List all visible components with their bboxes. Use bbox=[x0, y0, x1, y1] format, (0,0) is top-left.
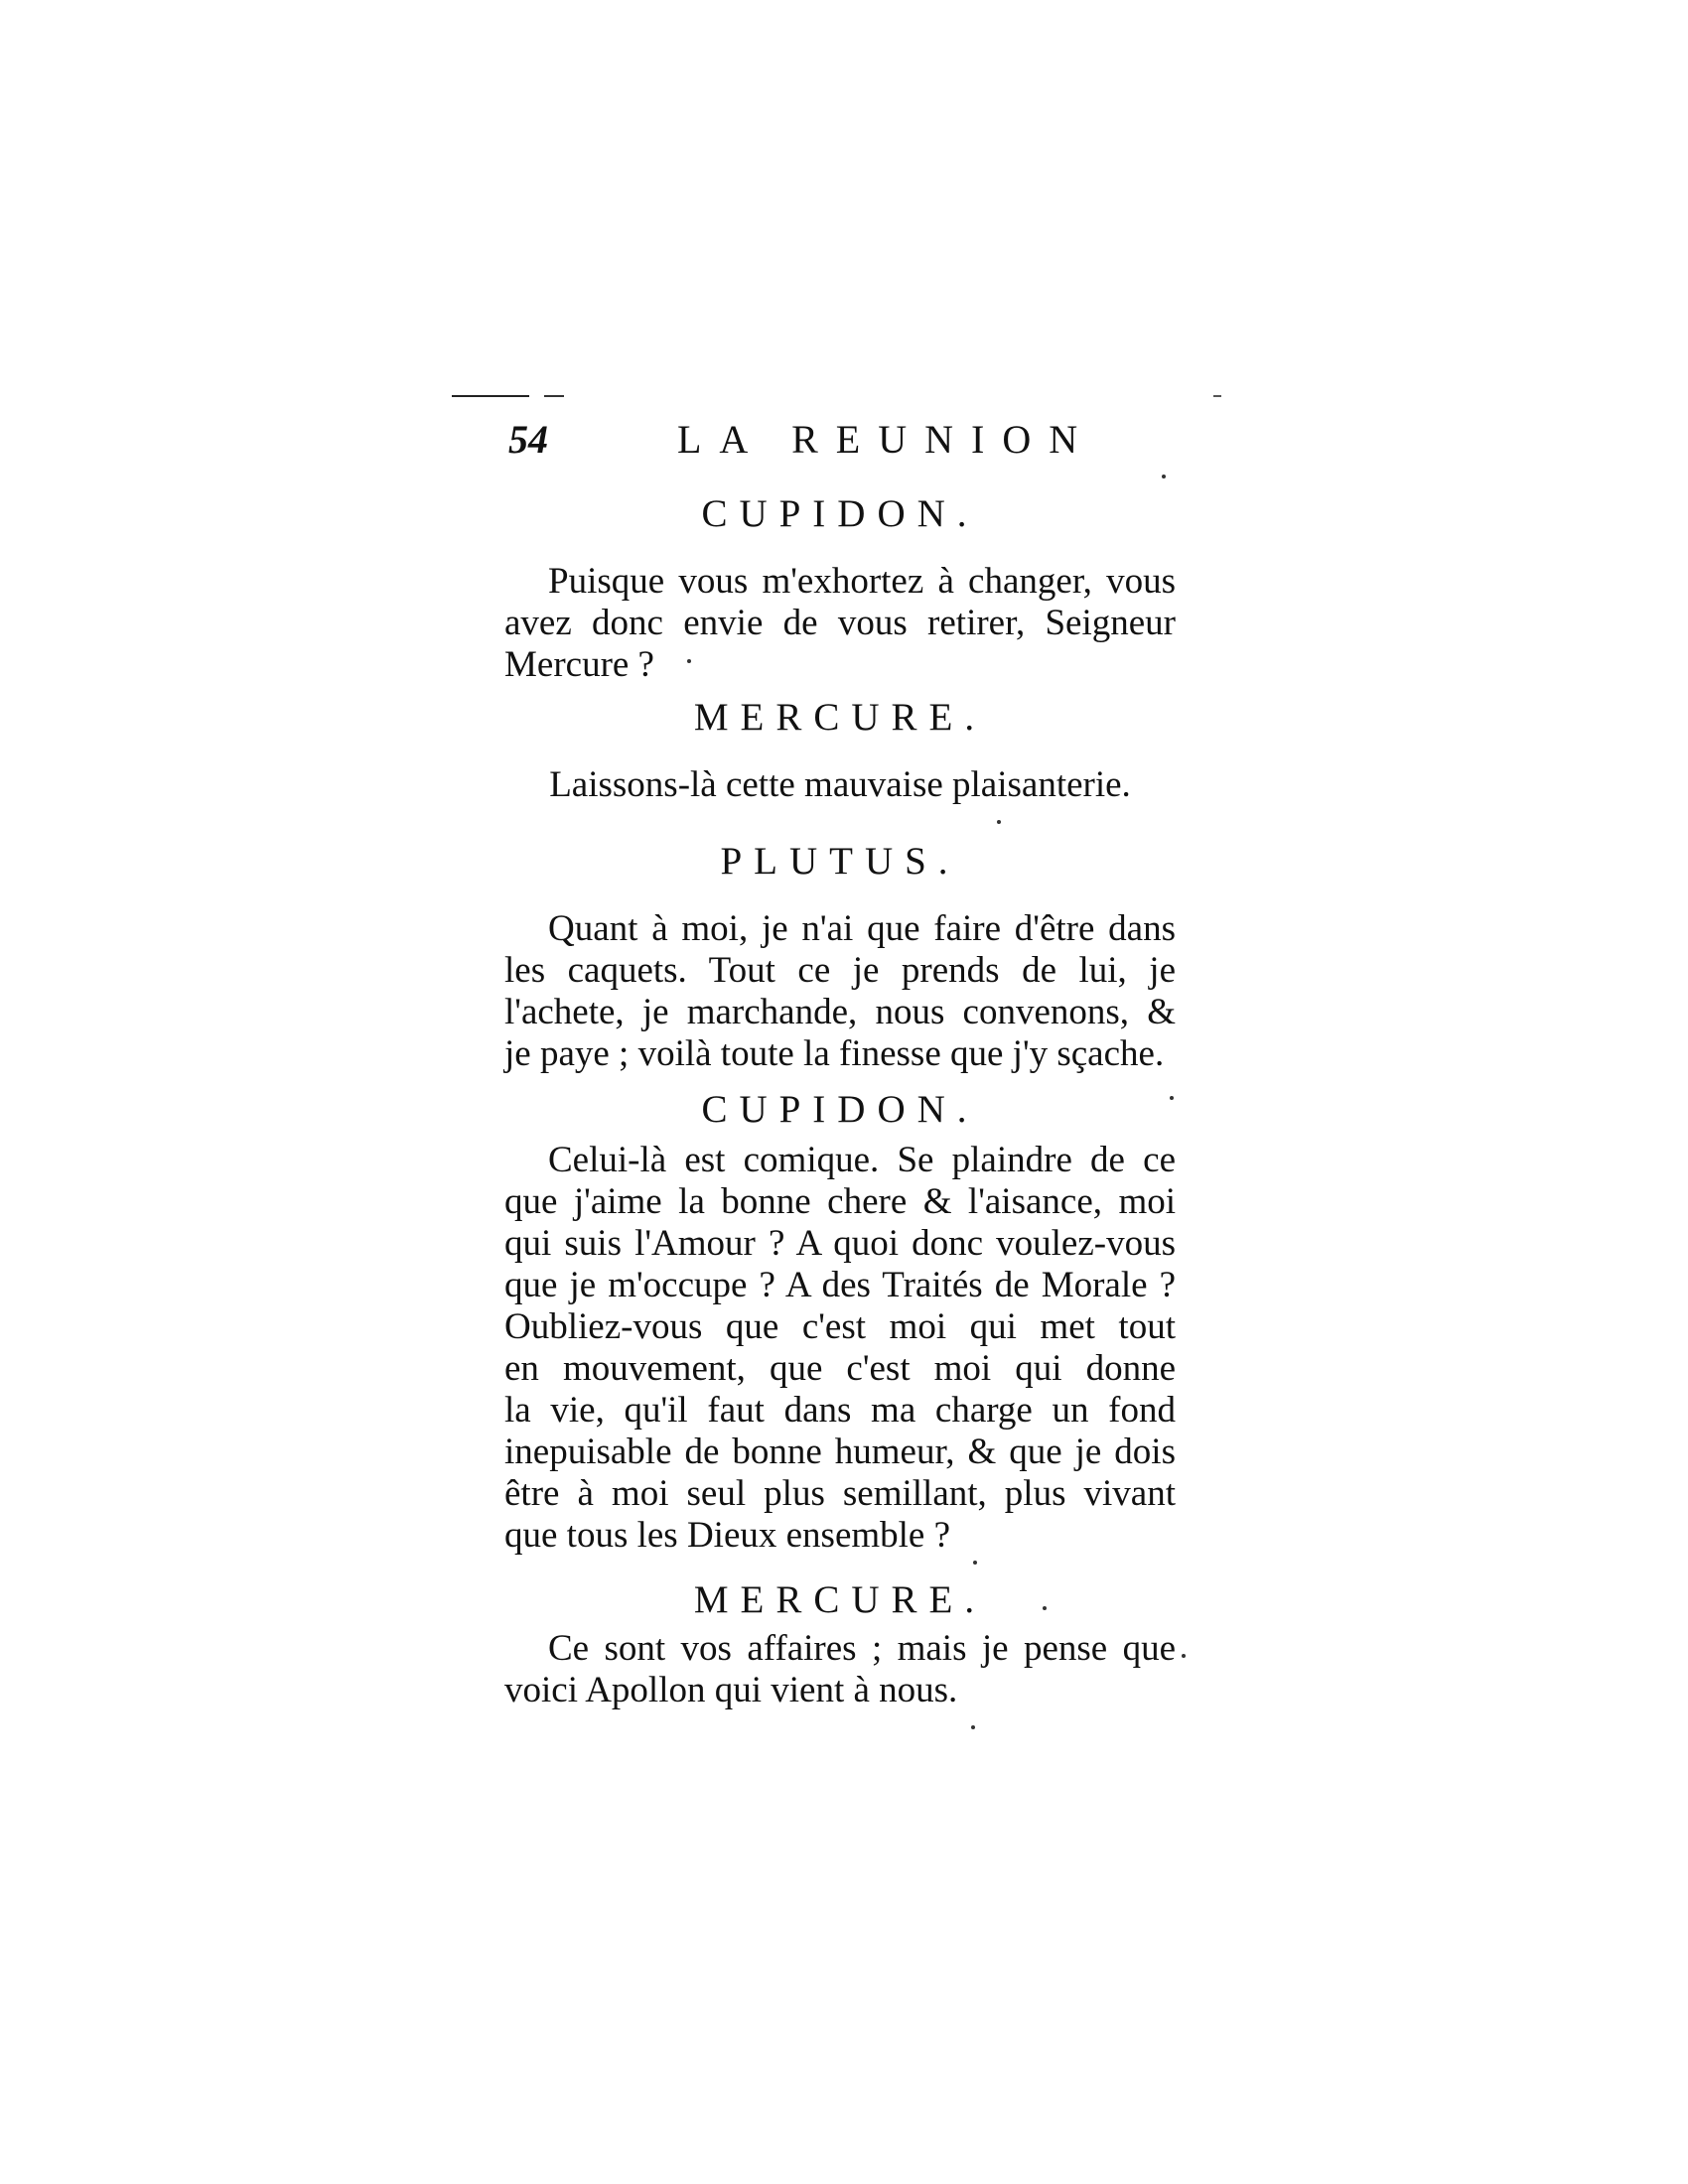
speech-line: Ce sont vos affaires ; mais je pense que bbox=[548, 1628, 1176, 1669]
print-speck bbox=[1182, 1654, 1186, 1658]
speech-block bbox=[504, 561, 1176, 686]
speech-line: avez donc envie de vous retirer, Seigneur bbox=[504, 603, 1176, 643]
speech-line: en mouvement, que c'est moi qui donne bbox=[504, 1348, 1176, 1389]
print-speck bbox=[973, 1561, 977, 1565]
print-speck bbox=[1162, 475, 1166, 478]
speech-block bbox=[504, 764, 1176, 806]
speech-line: Celui-là est comique. Se plaindre de ce bbox=[548, 1140, 1176, 1180]
speech-line: je paye ; voilà toute la finesse que j'y sçache. bbox=[504, 1033, 1165, 1074]
speech-line: qui suis l'Amour ? A quoi donc voulez-vous bbox=[504, 1223, 1176, 1264]
print-speck bbox=[687, 659, 691, 663]
speech-line: Quant à moi, je n'ai que faire d'être dans bbox=[548, 908, 1176, 949]
speech-block bbox=[504, 1628, 1176, 1711]
speech-line: Oubliez-vous que c'est moi qui met tout bbox=[504, 1306, 1176, 1347]
header-rule-fragment bbox=[1213, 395, 1221, 397]
header-rule-fragment bbox=[544, 395, 564, 397]
speech-line: Laissons-là cette mauvaise plaisanterie. bbox=[549, 764, 1131, 805]
page-number: 54 bbox=[508, 417, 548, 462]
speaker-heading: MERCURE. bbox=[693, 696, 987, 739]
speech-block bbox=[504, 1140, 1176, 1557]
speech-line: la vie, qu'il faut dans ma charge un fond bbox=[504, 1390, 1176, 1431]
speech-line: que tous les Dieux ensemble ? bbox=[504, 1515, 951, 1556]
speech-block bbox=[504, 908, 1176, 1075]
speech-line: être à moi seul plus semillant, plus vivant bbox=[504, 1473, 1176, 1514]
speaker-heading: CUPIDON. bbox=[701, 1088, 979, 1131]
speech-line: inepuisable de bonne humeur, & que je dois bbox=[504, 1432, 1176, 1472]
speech-line: Puisque vous m'exhortez à changer, vous bbox=[548, 561, 1176, 602]
speech-line: que je m'occupe ? A des Traités de Morale ? bbox=[504, 1265, 1176, 1305]
print-speck bbox=[971, 1725, 975, 1729]
speech-line: Mercure ? bbox=[504, 644, 654, 685]
speaker-heading: CUPIDON. bbox=[701, 492, 979, 535]
speaker-heading: PLUTUS. bbox=[720, 840, 960, 883]
running-head: LA REUNION bbox=[677, 417, 1096, 462]
print-speck bbox=[1170, 1096, 1174, 1100]
print-speck bbox=[1043, 1606, 1047, 1610]
speaker-heading: MERCURE. bbox=[693, 1578, 987, 1621]
speech-line: que j'aime la bonne chere & l'aisance, moi bbox=[504, 1181, 1176, 1222]
speech-line: voici Apollon qui vient à nous. bbox=[504, 1670, 958, 1710]
speech-line: les caquets. Tout ce je prends de lui, je bbox=[504, 950, 1176, 991]
print-speck bbox=[997, 820, 1001, 824]
speech-line: l'achete, je marchande, nous convenons, & bbox=[504, 992, 1176, 1032]
header-rule bbox=[452, 395, 529, 397]
